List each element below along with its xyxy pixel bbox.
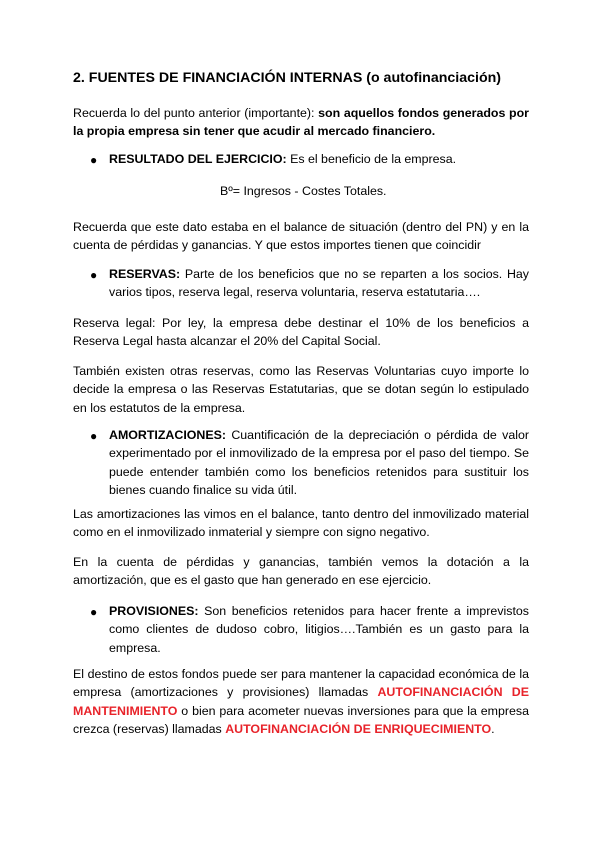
bullet-icon: ● xyxy=(90,268,98,282)
bullet-term: PROVISIONES: xyxy=(109,604,199,618)
final-text-1: El destino de estos fondos puede ser para mantener la capacidad económica de la empresa (amortizaciones y provisiones) llamadas xyxy=(73,667,529,700)
bullet-provisiones xyxy=(109,602,529,657)
paragraph-amort-balance: Las amortizaciones las vimos en el balance, tanto dentro del inmovilizado material como en el inmovilizado inmaterial y siempre con signo negativo. xyxy=(73,507,529,540)
bullet-term: AMORTIZACIONES: xyxy=(109,428,227,442)
bullet-text: Es el beneficio de la empresa. xyxy=(286,152,457,166)
paragraph-final xyxy=(73,665,529,738)
highlight-mantenimiento: AUTOFINANCIACIÓN DE MANTENIMIENTO xyxy=(73,685,529,718)
bullet-term: RESERVAS: xyxy=(109,267,181,281)
paragraph-balance: Recuerda que este dato estaba en el balance de situación (dentro del PN) y en la cuenta de pérdidas y ganancias. Y que estos importes tienen que coincidir xyxy=(73,220,529,253)
bullet-text: Cuantificación de la depreciación o pérdida de valor experimentado por el inmovilizado de la empresa por el paso del tiempo. Se puede entender también como los beneficios retenidos para sustituir los bienes cuando finalice su vida útil. xyxy=(109,428,529,497)
bullet-icon: ● xyxy=(90,605,98,619)
final-text-2: o bien para acometer nuevas inversiones para que la empresa crezca (reservas) llamadas xyxy=(73,703,529,736)
paragraph-amort-pyg: En la cuenta de pérdidas y ganancias, también vemos la dotación a la amortización, que es el gasto que han generado en ese ejercicio. xyxy=(73,555,529,588)
intro-paragraph xyxy=(73,104,529,141)
paragraph-reserva-legal: Reserva legal: Por ley, la empresa debe destinar el 10% de los beneficios a Reserva Legal hasta alcanzar el 20% del Capital Social. xyxy=(73,316,529,349)
bullet-text: Son beneficios retenidos para hacer frente a imprevistos como clientes de dudoso cobro, litigios….También es un gasto para la empresa. xyxy=(109,604,529,655)
final-text-3: . xyxy=(491,721,495,736)
bullet-term: RESULTADO DEL EJERCICIO: xyxy=(109,152,287,166)
bullet-resultado xyxy=(109,150,529,168)
bullet-amortizaciones xyxy=(109,426,529,499)
bullet-icon: ● xyxy=(90,153,98,167)
intro-normal: Recuerda lo del punto anterior (importante): xyxy=(73,106,319,120)
paragraph-otras-reservas: También existen otras reservas, como las Reservas Voluntarias cuyo importe lo decide la empresa o las Reservas Estatutarias, que se dotan según lo estipulado en los estatutos de la empresa. xyxy=(73,364,529,415)
formula: Bº= Ingresos - Costes Totales. xyxy=(220,184,387,198)
highlight-enriquecimiento: AUTOFINANCIACIÓN DE ENRIQUECIMIENTO xyxy=(225,721,492,736)
bullet-text: Parte de los beneficios que no se reparten a los socios. Hay varios tipos, reserva legal, reserva voluntaria, reserva estatutaria…. xyxy=(109,267,529,300)
section-heading: 2. FUENTES DE FINANCIACIÓN INTERNAS (o autofinanciación) xyxy=(73,70,502,86)
bullet-reservas xyxy=(109,265,529,302)
bullet-icon: ● xyxy=(90,429,98,443)
intro-bold: son aquellos fondos generados por la propia empresa sin tener que acudir al mercado financiero. xyxy=(73,106,529,139)
